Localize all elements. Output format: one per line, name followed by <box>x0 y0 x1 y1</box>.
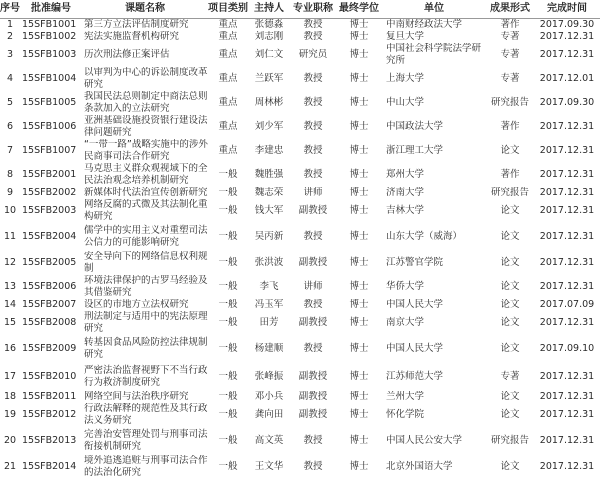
cell-seq: 19 <box>3 409 17 420</box>
table-row <box>0 391 600 403</box>
cell-rank: 教授 <box>303 461 323 472</box>
table-row <box>0 67 600 91</box>
cell-host: 田芳 <box>259 317 279 328</box>
cell-title: “一带一路”战略实施中的涉外民商事司法合作研究 <box>84 139 208 162</box>
cell-seq: 12 <box>3 257 17 268</box>
cell-type: 重点 <box>218 49 238 60</box>
cell-date: 2017.12.31 <box>539 391 595 402</box>
cell-approval-id: 15SFB2014 <box>22 461 77 472</box>
table-body <box>0 19 600 480</box>
cell-host: 周林彬 <box>254 97 284 108</box>
cell-rank: 副教授 <box>298 391 328 402</box>
cell-rank: 教授 <box>303 299 323 310</box>
table-row <box>0 335 600 363</box>
cell-type: 一般 <box>218 371 238 382</box>
table-row <box>0 299 600 311</box>
cell-title: 历次刑法修正案评估 <box>84 49 170 60</box>
cell-approval-id: 15SFB1001 <box>22 19 77 30</box>
cell-type: 重点 <box>218 31 238 42</box>
cell-approval-id: 15SFB2001 <box>22 169 77 180</box>
cell-rank: 副教授 <box>298 257 328 268</box>
cell-host: 魏志荣 <box>254 187 284 198</box>
cell-rank: 教授 <box>303 121 323 132</box>
cell-type: 一般 <box>218 205 238 216</box>
cell-title: 严密法治监督视野下不当行政行为救济制度研究 <box>84 365 208 388</box>
cell-unit: 江苏警官学院 <box>386 257 444 268</box>
cell-type: 一般 <box>218 343 238 354</box>
cell-degree: 博士 <box>349 145 369 156</box>
cell-approval-id: 15SFB1002 <box>22 31 77 42</box>
header-unit: 单位 <box>382 0 486 19</box>
cell-date: 2017.12.31 <box>539 281 595 292</box>
table-row <box>0 403 600 427</box>
table-row <box>0 91 600 115</box>
cell-degree: 博士 <box>349 169 369 180</box>
cell-unit: 兰州大学 <box>386 391 425 402</box>
cell-unit: 中南财经政法大学 <box>386 19 463 30</box>
cell-approval-id: 15SFB1006 <box>22 121 77 132</box>
cell-unit: 怀化学院 <box>386 409 425 420</box>
cell-unit: 山东大学（威海） <box>386 231 463 242</box>
cell-rank: 教授 <box>303 435 323 446</box>
cell-unit: 江苏师范大学 <box>386 371 444 382</box>
cell-host: 钱大军 <box>254 205 284 216</box>
cell-seq: 21 <box>3 461 17 472</box>
cell-form: 论文 <box>500 317 520 328</box>
cell-seq: 20 <box>3 435 17 446</box>
cell-degree: 博士 <box>349 187 369 198</box>
cell-form: 论文 <box>500 145 520 156</box>
cell-approval-id: 15SFB2009 <box>22 343 77 354</box>
cell-degree: 博士 <box>349 73 369 84</box>
cell-form: 论文 <box>500 231 520 242</box>
cell-approval-id: 15SFB1007 <box>22 145 77 156</box>
cell-degree: 博士 <box>349 121 369 132</box>
table-row <box>0 31 600 43</box>
cell-seq: 1 <box>6 19 14 30</box>
table-row <box>0 311 600 335</box>
cell-date: 2017.12.31 <box>539 145 595 156</box>
cell-host: 张峰振 <box>254 371 284 382</box>
header-rank: 专业职称 <box>290 0 336 19</box>
cell-date: 2017.09.10 <box>539 343 595 354</box>
cell-unit: 吉林大学 <box>386 205 425 216</box>
cell-date: 2017.12.31 <box>539 49 595 60</box>
cell-date: 2017.12.31 <box>539 409 595 420</box>
cell-degree: 博士 <box>349 391 369 402</box>
cell-rank: 教授 <box>303 343 323 354</box>
cell-rank: 教授 <box>303 169 323 180</box>
cell-host: 高文英 <box>254 435 284 446</box>
cell-approval-id: 15SFB2007 <box>22 299 77 310</box>
cell-title: 完善治安管理处罚与刑事司法衔接机制研究 <box>84 429 208 452</box>
cell-approval-id: 15SFB1003 <box>22 49 77 60</box>
cell-form: 专著 <box>500 73 520 84</box>
cell-date: 2017.12.31 <box>539 169 595 180</box>
table-header-row <box>0 0 600 19</box>
cell-host: 王文华 <box>254 461 284 472</box>
cell-degree: 博士 <box>349 461 369 472</box>
cell-host: 刘志刚 <box>254 31 284 42</box>
cell-degree: 博士 <box>349 19 369 30</box>
cell-date: 2017.12.31 <box>539 31 595 42</box>
cell-degree: 博士 <box>349 97 369 108</box>
table-row <box>0 363 600 391</box>
table-row <box>0 19 600 32</box>
cell-unit: 中国人民大学 <box>386 299 444 310</box>
cell-approval-id: 15SFB2003 <box>22 205 77 216</box>
cell-degree: 博士 <box>349 371 369 382</box>
cell-host: 邓小兵 <box>254 391 284 402</box>
cell-form: 研究报告 <box>490 187 529 198</box>
cell-unit: 中国人民大学 <box>386 343 444 354</box>
cell-date: 2017.07.09 <box>539 299 595 310</box>
cell-seq: 17 <box>3 371 17 382</box>
cell-degree: 博士 <box>349 231 369 242</box>
cell-unit: 浙江理工大学 <box>386 145 444 156</box>
header-title: 课题名称 <box>82 0 208 19</box>
cell-host: 吴丙新 <box>254 231 284 242</box>
cell-unit: 郑州大学 <box>386 169 425 180</box>
cell-degree: 博士 <box>349 435 369 446</box>
cell-form: 著作 <box>500 169 520 180</box>
cell-degree: 博士 <box>349 205 369 216</box>
cell-approval-id: 15SFB1005 <box>22 97 77 108</box>
cell-approval-id: 15SFB2005 <box>22 257 77 268</box>
cell-form: 论文 <box>500 205 520 216</box>
cell-title: 第三方立法评估制度研究 <box>84 19 189 30</box>
cell-form: 著作 <box>500 121 520 132</box>
cell-form: 论文 <box>500 299 520 310</box>
cell-seq: 18 <box>3 391 17 402</box>
header-degree: 最终学位 <box>336 0 382 19</box>
cell-form: 专著 <box>500 371 520 382</box>
cell-unit: 上海大学 <box>386 73 425 84</box>
cell-rank: 副教授 <box>298 317 328 328</box>
cell-seq: 10 <box>3 205 17 216</box>
cell-date: 2017.12.31 <box>539 461 595 472</box>
cell-date: 2017.12.31 <box>539 371 595 382</box>
cell-title: 转基因食品风险防控法律规制研究 <box>84 337 208 360</box>
cell-rank: 教授 <box>303 145 323 156</box>
cell-host: 张德淼 <box>254 19 284 30</box>
cell-form: 论文 <box>500 257 520 268</box>
table-row <box>0 163 600 187</box>
cell-form: 论文 <box>500 461 520 472</box>
header-type: 项目类别 <box>208 0 248 19</box>
cell-unit: 复旦大学 <box>386 31 425 42</box>
cell-seq: 13 <box>3 281 17 292</box>
cell-form: 论文 <box>500 409 520 420</box>
table-row <box>0 251 600 275</box>
cell-approval-id: 15SFB2013 <box>22 435 77 446</box>
table-row <box>0 187 600 199</box>
cell-type: 一般 <box>218 169 238 180</box>
cell-unit: 南京大学 <box>386 317 425 328</box>
cell-degree: 博士 <box>349 49 369 60</box>
cell-form: 论文 <box>500 391 520 402</box>
cell-date: 2017.12.31 <box>539 231 595 242</box>
table-row <box>0 427 600 455</box>
cell-date: 2017.12.31 <box>539 187 595 198</box>
cell-seq: 16 <box>3 343 17 354</box>
cell-approval-id: 15SFB2002 <box>22 187 77 198</box>
table-row <box>0 115 600 139</box>
cell-approval-id: 15SFB2008 <box>22 317 77 328</box>
cell-date: 2017.12.31 <box>539 317 595 328</box>
table-row <box>0 455 600 479</box>
cell-host: 刘少军 <box>254 121 284 132</box>
cell-unit: 华侨大学 <box>386 281 425 292</box>
cell-rank: 教授 <box>303 231 323 242</box>
cell-host: 张洪波 <box>254 257 284 268</box>
cell-approval-id: 15SFB2006 <box>22 281 77 292</box>
cell-title: 刑法制定与适用中的宪法原理研究 <box>84 311 208 334</box>
cell-form: 研究报告 <box>490 435 529 446</box>
cell-title: 亚洲基础设施投资银行建设法律问题研究 <box>84 115 208 138</box>
table-row <box>0 223 600 251</box>
cell-title: 境外追逃追赃与刑事司法合作的法治化研究 <box>84 455 208 478</box>
cell-type: 重点 <box>218 73 238 84</box>
table-row <box>0 199 600 223</box>
cell-unit: 中山大学 <box>386 97 425 108</box>
cell-host: 李建忠 <box>254 145 284 156</box>
cell-date: 2017.12.31 <box>539 121 595 132</box>
cell-host: 刘仁文 <box>254 49 284 60</box>
cell-seq: 2 <box>6 31 14 42</box>
cell-type: 一般 <box>218 187 238 198</box>
cell-rank: 副教授 <box>298 409 328 420</box>
cell-title: 网络空间与法治秩序研究 <box>84 391 189 402</box>
cell-type: 重点 <box>218 97 238 108</box>
cell-unit: 中国政法大学 <box>386 121 444 132</box>
cell-type: 一般 <box>218 461 238 472</box>
cell-date: 2017.12.31 <box>539 205 595 216</box>
header-approval-id: 批准编号 <box>20 0 82 19</box>
cell-seq: 7 <box>6 145 14 156</box>
cell-host: 李飞 <box>259 281 279 292</box>
cell-seq: 5 <box>6 97 14 108</box>
cell-degree: 博士 <box>349 31 369 42</box>
cell-title: 我国民法总则制定中商法总则条款加入的立法研究 <box>84 91 208 114</box>
cell-type: 一般 <box>218 299 238 310</box>
cell-title: 宪法实施监督机构研究 <box>84 31 180 42</box>
cell-title: 新媒体时代法治宣传创新研究 <box>84 187 208 198</box>
cell-form: 论文 <box>500 281 520 292</box>
cell-type: 一般 <box>218 317 238 328</box>
cell-seq: 8 <box>6 169 14 180</box>
cell-unit: 中国社会科学院法学研究所 <box>386 43 482 66</box>
table-row <box>0 139 600 163</box>
cell-host: 冯玉军 <box>254 299 284 310</box>
cell-type: 重点 <box>218 19 238 30</box>
cell-type: 一般 <box>218 281 238 292</box>
cell-form: 论文 <box>500 343 520 354</box>
cell-approval-id: 15SFB2012 <box>22 409 77 420</box>
cell-title: 以审判为中心的诉讼制度改革研究 <box>84 67 208 90</box>
cell-type: 一般 <box>218 409 238 420</box>
cell-type: 一般 <box>218 231 238 242</box>
cell-type: 重点 <box>218 121 238 132</box>
cell-title: 环境法律保护的古罗马经验及其借鉴研究 <box>84 275 208 298</box>
cell-host: 兰跃军 <box>254 73 284 84</box>
cell-rank: 教授 <box>303 31 323 42</box>
cell-title: 安全导向下的网络信息权利规制 <box>84 251 208 274</box>
cell-degree: 博士 <box>349 409 369 420</box>
cell-title: 马克思主义群众观视域下的全民法治观念培养机制研究 <box>84 163 208 186</box>
cell-degree: 博士 <box>349 281 369 292</box>
cell-approval-id: 15SFB2011 <box>22 391 77 402</box>
cell-approval-id: 15SFB2004 <box>22 231 77 242</box>
cell-date: 2017.09.30 <box>539 97 595 108</box>
cell-type: 一般 <box>218 257 238 268</box>
cell-title: 设区的市地方立法权研究 <box>84 299 189 310</box>
cell-form: 专著 <box>500 49 520 60</box>
cell-degree: 博士 <box>349 257 369 268</box>
cell-host: 杨建顺 <box>254 343 284 354</box>
cell-seq: 15 <box>3 317 17 328</box>
cell-approval-id: 15SFB2010 <box>22 371 77 382</box>
header-host: 主持人 <box>248 0 290 19</box>
cell-rank: 教授 <box>303 73 323 84</box>
cell-host: 龚向田 <box>254 409 284 420</box>
cell-date: 2017.12.01 <box>539 73 595 84</box>
cell-rank: 讲师 <box>303 281 323 292</box>
cell-rank: 教授 <box>303 97 323 108</box>
cell-date: 2017.12.31 <box>539 257 595 268</box>
cell-seq: 3 <box>6 49 14 60</box>
table-row <box>0 43 600 67</box>
cell-type: 一般 <box>218 391 238 402</box>
cell-title: 网络反腐的式微及其法制化重构研究 <box>84 199 208 222</box>
cell-date: 2017.12.31 <box>539 435 595 446</box>
cell-form: 研究报告 <box>490 97 529 108</box>
cell-unit: 北京外国语大学 <box>386 461 453 472</box>
cell-type: 重点 <box>218 145 238 156</box>
cell-title: 儒学中的实用主义对重塑司法公信力的可能影响研究 <box>84 225 208 248</box>
cell-rank: 研究员 <box>298 49 328 60</box>
cell-rank: 讲师 <box>303 187 323 198</box>
cell-seq: 11 <box>3 231 17 242</box>
cell-date: 2017.09.30 <box>539 19 595 30</box>
cell-degree: 博士 <box>349 299 369 310</box>
header-seq: 序号 <box>0 0 20 19</box>
cell-seq: 9 <box>6 187 14 198</box>
cell-degree: 博士 <box>349 343 369 354</box>
cell-seq: 6 <box>6 121 14 132</box>
cell-rank: 副教授 <box>298 371 328 382</box>
cell-rank: 教授 <box>303 19 323 30</box>
cell-title: 行政法解释的规范性及其行政法义务研究 <box>84 403 208 426</box>
cell-rank: 副教授 <box>298 205 328 216</box>
cell-type: 一般 <box>218 435 238 446</box>
cell-unit: 中国人民公安大学 <box>386 435 463 446</box>
cell-unit: 济南大学 <box>386 187 425 198</box>
cell-seq: 14 <box>3 299 17 310</box>
header-date: 完成时间 <box>534 0 600 19</box>
cell-approval-id: 15SFB1004 <box>22 73 77 84</box>
table-row <box>0 275 600 299</box>
cell-form: 专著 <box>500 31 520 42</box>
cell-host: 魏胜强 <box>254 169 284 180</box>
cell-degree: 博士 <box>349 317 369 328</box>
header-form: 成果形式 <box>486 0 534 19</box>
cell-form: 著作 <box>500 19 520 30</box>
cell-seq: 4 <box>6 73 14 84</box>
